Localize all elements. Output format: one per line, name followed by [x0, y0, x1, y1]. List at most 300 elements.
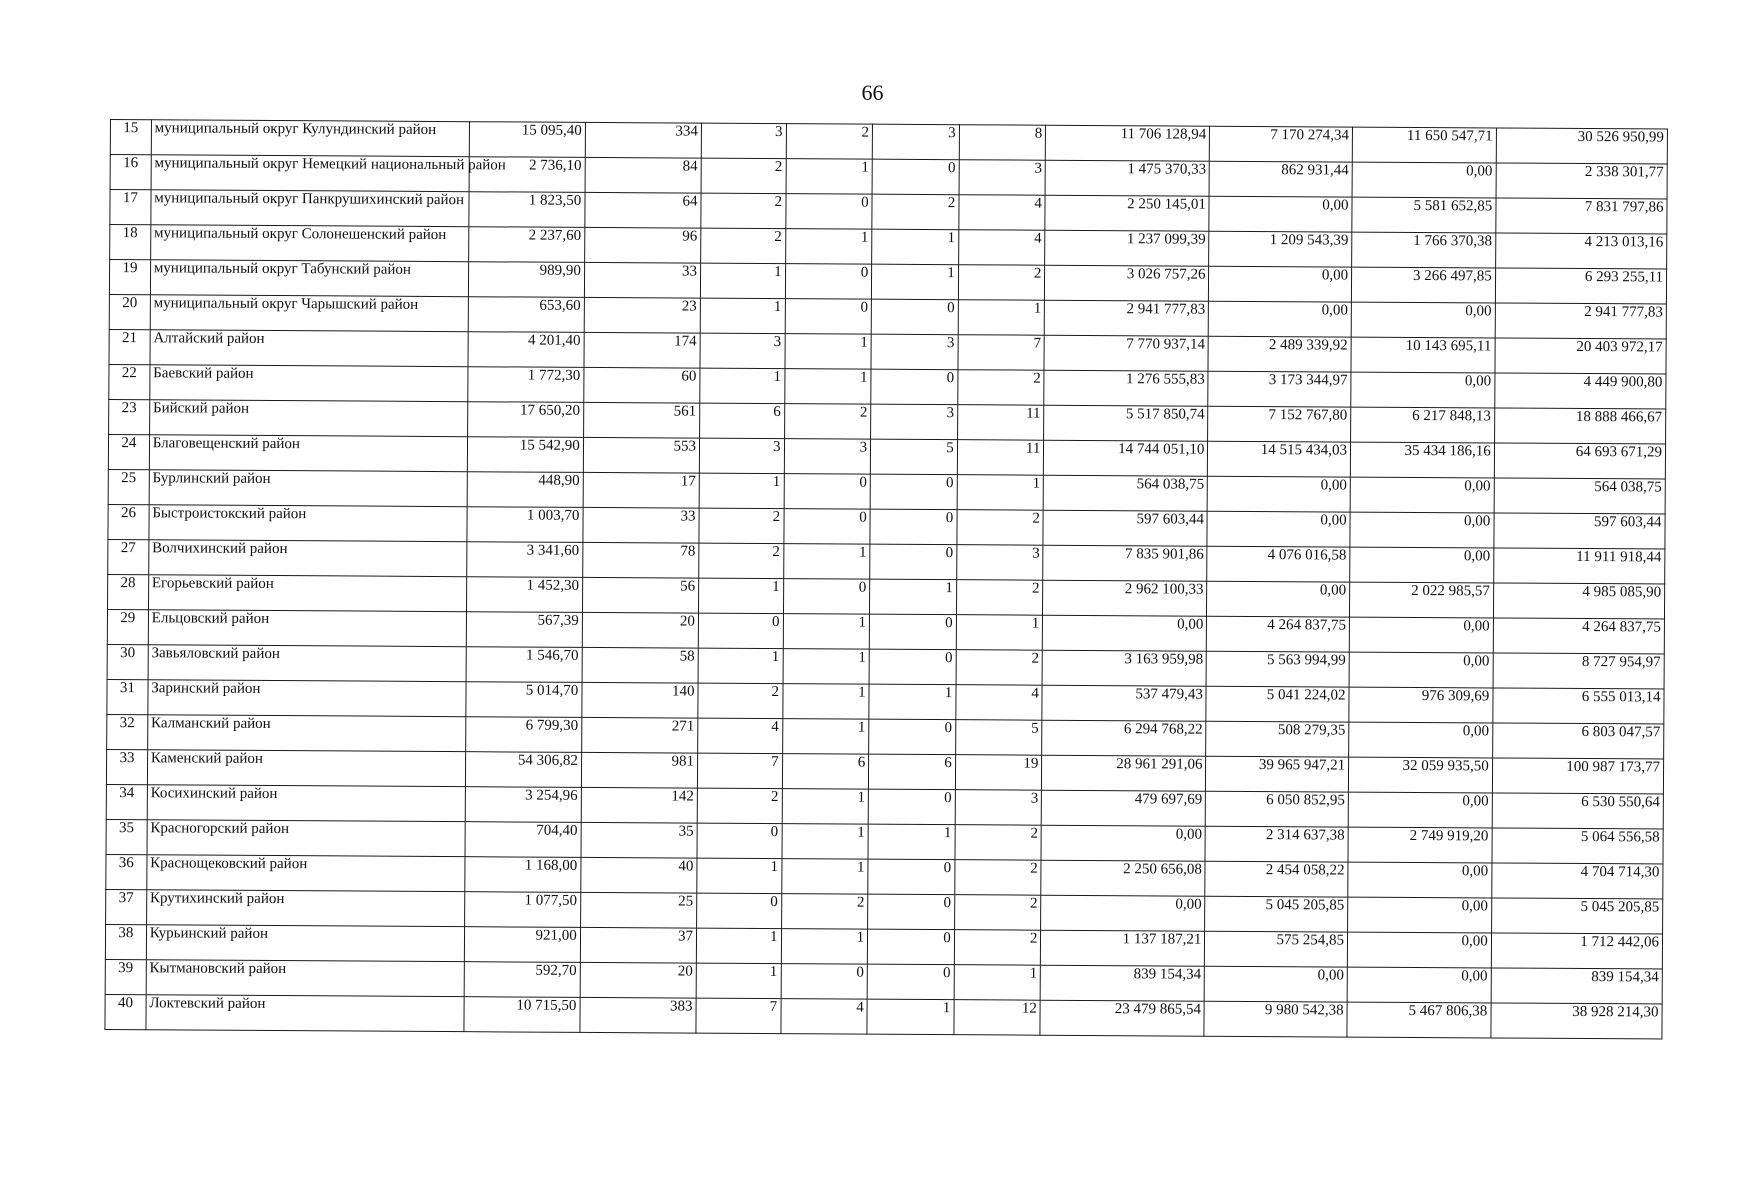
sum-total: 6 293 255,11: [1495, 268, 1666, 304]
municipality-name: Быстроистокский район: [149, 505, 467, 542]
area-value: 567,39: [466, 612, 582, 648]
sum-2: 4 076 016,58: [1207, 546, 1350, 582]
page-number: 66: [861, 80, 884, 105]
row-number: 34: [106, 784, 147, 819]
row-number: 19: [109, 260, 150, 295]
count-2: 1: [786, 159, 873, 195]
count-1: 2: [701, 228, 786, 264]
sum-total: 5 045 205,85: [1491, 898, 1662, 934]
row-number: 15: [110, 120, 151, 155]
sum-total: 1 712 442,06: [1491, 933, 1662, 969]
sum-1: 3 026 757,26: [1045, 265, 1209, 301]
count-2: 0: [785, 264, 872, 300]
count-2: 0: [783, 509, 870, 545]
row-number: 30: [107, 644, 148, 679]
population-value: 553: [583, 437, 699, 473]
area-value: 15 542,90: [467, 437, 583, 473]
municipality-name: Курьинский район: [146, 925, 464, 962]
municipality-name: Волчихинский район: [148, 540, 466, 577]
municipality-name: Крутихинский район: [146, 890, 464, 927]
count-3: 3: [871, 404, 958, 440]
population-value: 20: [582, 612, 698, 648]
population-value: 37: [580, 927, 696, 963]
count-2: 0: [783, 579, 870, 615]
municipality-name: Кытмановский район: [146, 960, 464, 997]
count-1: 2: [697, 788, 782, 824]
sum-1: 2 250 145,01: [1045, 195, 1209, 231]
area-value: 6 799,30: [465, 717, 581, 753]
sum-2: 2 489 339,92: [1208, 336, 1351, 372]
row-number: 38: [105, 924, 146, 959]
count-2: 2: [784, 404, 871, 440]
population-value: 96: [584, 227, 700, 263]
count-2: 0: [781, 964, 868, 1000]
sum-3: 976 309,69: [1349, 687, 1493, 723]
sum-2: 5 045 205,85: [1205, 896, 1348, 932]
count-3: 0: [872, 159, 959, 195]
area-value: 10 715,50: [464, 997, 580, 1033]
area-value: 1 168,00: [464, 857, 580, 893]
count-2: 0: [785, 194, 872, 230]
count-total: 7: [958, 335, 1045, 371]
count-3: 0: [869, 614, 956, 650]
area-value: 704,40: [465, 822, 581, 858]
count-total: 2: [956, 580, 1043, 616]
area-value: 1 452,30: [466, 577, 582, 613]
sum-total: 6 555 013,14: [1493, 688, 1664, 724]
sum-1: 479 697,69: [1042, 790, 1206, 826]
area-value: 17 650,20: [467, 402, 583, 438]
count-3: 0: [868, 859, 955, 895]
count-3: 3: [872, 124, 959, 160]
sum-3: 10 143 695,11: [1351, 337, 1495, 373]
sum-2: 0,00: [1205, 966, 1348, 1002]
count-3: 1: [872, 264, 959, 300]
sum-1: 7 770 937,14: [1044, 335, 1208, 371]
row-number: 16: [110, 155, 151, 190]
sum-2: 7 152 767,80: [1208, 406, 1351, 442]
population-value: 561: [583, 402, 699, 438]
count-1: 2: [699, 508, 784, 544]
sum-3: 11 650 547,71: [1352, 127, 1496, 163]
count-1: 3: [701, 123, 786, 159]
sum-1: 0,00: [1041, 895, 1205, 931]
sum-2: 5 041 224,02: [1206, 686, 1349, 722]
sum-1: 2 941 777,83: [1045, 300, 1209, 336]
area-value: 1 003,70: [467, 507, 583, 543]
sum-1: 3 163 959,98: [1042, 650, 1206, 686]
population-value: 334: [585, 122, 701, 158]
area-value: 1 546,70: [466, 647, 582, 683]
sum-1: 839 154,34: [1040, 965, 1204, 1001]
area-value: 3 341,60: [466, 542, 582, 578]
count-1: 3: [700, 333, 785, 369]
count-total: 8: [959, 125, 1046, 161]
row-number: 35: [106, 819, 147, 854]
count-1: 7: [697, 753, 782, 789]
population-value: 17: [583, 472, 699, 508]
population-value: 271: [581, 717, 697, 753]
sum-1: 1 276 555,83: [1044, 370, 1208, 406]
municipality-name: муниципальный округ Кулундинский район: [151, 120, 469, 157]
sum-1: 1 137 187,21: [1041, 930, 1205, 966]
area-value: 989,90: [468, 262, 584, 298]
municipality-name: Красногорский район: [147, 820, 465, 857]
count-3: 0: [871, 299, 958, 335]
count-1: 3: [699, 438, 784, 474]
count-1: 0: [697, 893, 782, 929]
area-value: 1 772,30: [467, 367, 583, 403]
population-value: 60: [584, 367, 700, 403]
count-2: 0: [785, 299, 872, 335]
municipality-name: муниципальный округ Немецкий национальный район: [151, 155, 469, 192]
count-1: 2: [699, 543, 784, 579]
count-3: 0: [867, 929, 954, 965]
count-1: 2: [698, 683, 783, 719]
row-number: 20: [109, 294, 150, 329]
population-value: 84: [585, 157, 701, 193]
count-3: 1: [872, 229, 959, 265]
count-2: 1: [781, 929, 868, 965]
population-value: 58: [582, 647, 698, 683]
area-value: 2 736,10: [469, 157, 585, 193]
municipality-name: Калманский район: [147, 715, 465, 752]
count-3: 0: [869, 649, 956, 685]
row-number: 26: [108, 504, 149, 539]
population-value: 35: [581, 822, 697, 858]
count-1: 1: [699, 473, 784, 509]
row-number: 21: [109, 329, 150, 364]
sum-2: 575 254,85: [1205, 931, 1348, 967]
sum-total: 30 526 950,99: [1496, 128, 1667, 164]
sum-1: 564 038,75: [1043, 475, 1207, 511]
count-2: 1: [782, 824, 869, 860]
population-value: 23: [584, 297, 700, 333]
row-number: 27: [108, 539, 149, 574]
sum-1: 11 706 128,94: [1046, 125, 1210, 161]
sum-1: 2 250 656,08: [1041, 860, 1205, 896]
sum-3: 1 766 370,38: [1352, 232, 1496, 268]
population-value: 56: [582, 577, 698, 613]
sum-3: 0,00: [1348, 897, 1492, 933]
municipality-name: Локтевский район: [146, 995, 464, 1032]
municipality-name: Ельцовский район: [148, 610, 466, 647]
sum-total: 6 803 047,57: [1492, 723, 1663, 759]
count-3: 0: [870, 509, 957, 545]
count-2: 1: [784, 369, 871, 405]
row-number: 29: [107, 609, 148, 644]
sum-3: 0,00: [1350, 547, 1494, 583]
sum-total: 4 213 013,16: [1495, 233, 1666, 269]
count-3: 1: [868, 824, 955, 860]
row-number: 37: [106, 889, 147, 924]
area-value: 15 095,40: [469, 122, 585, 158]
population-value: 140: [582, 682, 698, 718]
row-number: 32: [107, 714, 148, 749]
municipality-name: Косихинский район: [147, 785, 465, 822]
sum-3: 0,00: [1348, 792, 1492, 828]
table-body: [105, 120, 1668, 1039]
row-number: 17: [110, 190, 151, 225]
population-value: 20: [580, 962, 696, 998]
population-value: 174: [584, 332, 700, 368]
sum-1: 1 237 099,39: [1045, 230, 1209, 266]
population-value: 64: [585, 192, 701, 228]
sum-1: 1 475 370,33: [1045, 160, 1209, 196]
population-value: 981: [581, 752, 697, 788]
sum-1: 28 961 291,06: [1042, 755, 1206, 791]
sum-3: 0,00: [1348, 862, 1492, 898]
row-number: 36: [106, 854, 147, 889]
count-2: 1: [781, 859, 868, 895]
row-number: 22: [109, 364, 150, 399]
sum-2: 39 965 947,21: [1206, 756, 1349, 792]
area-value: 921,00: [464, 927, 580, 963]
sum-total: 100 987 173,77: [1492, 758, 1663, 794]
municipality-name: Заринский район: [148, 680, 466, 717]
sum-2: 1 209 543,39: [1209, 231, 1352, 267]
count-total: 2: [957, 510, 1044, 546]
count-1: 1: [700, 298, 785, 334]
count-3: 1: [870, 579, 957, 615]
count-total: 19: [955, 755, 1042, 791]
municipality-name: муниципальный округ Солонешенский район: [150, 225, 468, 262]
sum-3: 0,00: [1349, 617, 1493, 653]
count-1: 1: [696, 963, 781, 999]
municipality-name: Егорьевский район: [148, 575, 466, 612]
municipality-name: Бийский район: [149, 400, 467, 437]
sum-total: 38 928 214,30: [1491, 1003, 1662, 1039]
sum-total: 4 704 714,30: [1492, 863, 1663, 899]
sum-3: 6 217 848,13: [1351, 407, 1495, 443]
count-2: 6: [782, 754, 869, 790]
count-1: 0: [697, 823, 782, 859]
row-number: 31: [107, 679, 148, 714]
sum-2: 4 264 837,75: [1207, 616, 1350, 652]
sum-1: 0,00: [1041, 825, 1205, 861]
count-1: 2: [701, 193, 786, 229]
count-total: 1: [954, 965, 1041, 1001]
municipality-name: муниципальный округ Чарышский район: [150, 295, 468, 332]
population-value: 33: [584, 262, 700, 298]
count-2: 1: [782, 719, 869, 755]
sum-2: 0,00: [1209, 196, 1352, 232]
sum-2: 9 980 542,38: [1204, 1001, 1347, 1037]
count-3: 0: [870, 544, 957, 580]
count-3: 0: [870, 474, 957, 510]
sum-2: 0,00: [1209, 301, 1352, 337]
sum-3: 0,00: [1349, 722, 1493, 758]
sum-2: 862 931,44: [1209, 161, 1352, 197]
row-number: 25: [108, 469, 149, 504]
count-total: 2: [955, 860, 1042, 896]
count-3: 0: [867, 964, 954, 1000]
count-total: 3: [959, 160, 1046, 196]
sum-3: 0,00: [1352, 162, 1496, 198]
area-value: 54 306,82: [465, 752, 581, 788]
sum-3: 0,00: [1350, 477, 1494, 513]
count-3: 0: [868, 894, 955, 930]
count-total: 4: [958, 230, 1045, 266]
count-total: 2: [954, 895, 1041, 931]
table-container: [104, 119, 1668, 1040]
count-1: 1: [698, 578, 783, 614]
sum-total: 2 941 777,83: [1495, 303, 1666, 339]
count-total: 12: [954, 1000, 1041, 1036]
count-2: 3: [784, 439, 871, 475]
count-total: 1: [958, 300, 1045, 336]
sum-2: 0,00: [1207, 511, 1350, 547]
count-1: 0: [698, 613, 783, 649]
count-1: 1: [697, 858, 782, 894]
sum-total: 6 530 550,64: [1492, 793, 1663, 829]
row-number: 39: [105, 959, 146, 994]
sum-2: 5 563 994,99: [1206, 651, 1349, 687]
count-3: 5: [870, 439, 957, 475]
sum-1: 0,00: [1043, 615, 1207, 651]
sum-3: 0,00: [1347, 932, 1491, 968]
municipality-name: Баевский район: [150, 365, 468, 402]
population-value: 78: [583, 542, 699, 578]
sum-3: 3 266 497,85: [1351, 267, 1495, 303]
row-number: 28: [108, 574, 149, 609]
count-3: 0: [869, 719, 956, 755]
sum-total: 4 449 900,80: [1494, 373, 1665, 409]
count-3: 3: [871, 334, 958, 370]
area-value: 448,90: [467, 472, 583, 508]
sum-1: 7 835 901,86: [1043, 545, 1207, 581]
sum-total: 7 831 797,86: [1496, 198, 1667, 234]
count-total: 5: [955, 720, 1042, 756]
sum-3: 5 467 806,38: [1347, 1002, 1491, 1038]
area-value: 3 254,96: [465, 787, 581, 823]
count-1: 1: [700, 263, 785, 299]
sum-total: 4 985 085,90: [1493, 583, 1664, 619]
sum-1: 6 294 768,22: [1042, 720, 1206, 756]
count-total: 2: [955, 825, 1042, 861]
area-value: 1 823,50: [469, 192, 585, 228]
sum-total: 8 727 954,97: [1493, 653, 1664, 689]
sum-3: 0,00: [1349, 652, 1493, 688]
count-2: 1: [783, 614, 870, 650]
sum-2: 2 314 637,38: [1205, 826, 1348, 862]
sum-2: 508 279,35: [1206, 721, 1349, 757]
sum-total: 5 064 556,58: [1492, 828, 1663, 864]
municipality-name: Алтайский район: [150, 330, 468, 367]
sum-3: 5 581 652,85: [1352, 197, 1496, 233]
count-1: 6: [700, 403, 785, 439]
sum-2: 14 515 434,03: [1208, 441, 1351, 477]
sum-1: 14 744 051,10: [1044, 440, 1208, 476]
sum-1: 537 479,43: [1042, 685, 1206, 721]
count-2: 1: [783, 544, 870, 580]
count-total: 11: [957, 440, 1044, 476]
count-3: 1: [867, 999, 954, 1035]
count-total: 3: [955, 790, 1042, 826]
municipality-name: Каменский район: [147, 750, 465, 787]
area-value: 2 237,60: [468, 227, 584, 263]
sum-3: 0,00: [1351, 372, 1495, 408]
count-total: 4: [959, 195, 1046, 231]
sum-total: 597 603,44: [1494, 513, 1665, 549]
row-number: 23: [109, 399, 150, 434]
count-total: 2: [954, 930, 1041, 966]
sum-3: 2 022 985,57: [1350, 582, 1494, 618]
count-3: 2: [872, 194, 959, 230]
count-2: 1: [783, 649, 870, 685]
count-total: 2: [958, 370, 1045, 406]
count-3: 6: [869, 754, 956, 790]
sum-2: 0,00: [1209, 266, 1352, 302]
count-total: 1: [956, 615, 1043, 651]
population-value: 142: [581, 787, 697, 823]
row-number: 33: [106, 749, 147, 784]
count-1: 1: [698, 648, 783, 684]
sum-2: 2 454 058,22: [1205, 861, 1348, 897]
count-3: 1: [869, 684, 956, 720]
sum-2: 7 170 274,34: [1210, 126, 1353, 162]
sum-3: 35 434 186,16: [1350, 442, 1494, 478]
sum-3: 0,00: [1350, 512, 1494, 548]
sum-total: 18 888 466,67: [1494, 408, 1665, 444]
sum-total: 564 038,75: [1494, 478, 1665, 514]
area-value: 5 014,70: [466, 682, 582, 718]
count-2: 1: [785, 229, 872, 265]
municipality-name: Завьяловский район: [148, 645, 466, 682]
sum-2: 0,00: [1208, 476, 1351, 512]
count-total: 2: [958, 265, 1045, 301]
sum-total: 11 911 918,44: [1493, 548, 1664, 584]
count-total: 3: [956, 545, 1043, 581]
municipality-name: муниципальный округ Табунский район: [150, 260, 468, 297]
count-1: 1: [696, 928, 781, 964]
municipality-name: муниципальный округ Панкрушихинский район: [151, 190, 469, 227]
sum-1: 23 479 865,54: [1040, 1000, 1204, 1036]
count-2: 2: [786, 124, 873, 160]
sum-total: 2 338 301,77: [1496, 163, 1667, 199]
population-value: 25: [580, 892, 696, 928]
municipality-name: Благовещенский район: [149, 435, 467, 472]
data-table: [104, 119, 1668, 1040]
sum-1: 2 962 100,33: [1043, 580, 1207, 616]
row-number: 24: [108, 434, 149, 469]
count-total: 11: [957, 405, 1044, 441]
area-value: 1 077,50: [464, 892, 580, 928]
sum-2: 0,00: [1207, 581, 1350, 617]
count-1: 2: [701, 158, 786, 194]
sum-3: 32 059 935,50: [1348, 757, 1492, 793]
sum-3: 0,00: [1347, 967, 1491, 1003]
count-2: 4: [780, 999, 867, 1035]
count-2: 1: [785, 334, 872, 370]
row-number: 40: [105, 994, 146, 1029]
count-total: 2: [956, 650, 1043, 686]
row-number: 18: [110, 225, 151, 260]
count-2: 1: [782, 684, 869, 720]
count-1: 4: [698, 718, 783, 754]
count-2: 1: [782, 789, 869, 825]
sum-3: 0,00: [1351, 302, 1495, 338]
population-value: 40: [581, 857, 697, 893]
sum-total: 4 264 837,75: [1493, 618, 1664, 654]
population-value: 33: [583, 507, 699, 543]
sum-total: 20 403 972,17: [1495, 338, 1666, 374]
population-value: 383: [580, 997, 696, 1033]
count-2: 2: [781, 894, 868, 930]
count-1: 1: [700, 368, 785, 404]
sum-1: 5 517 850,74: [1044, 405, 1208, 441]
sum-2: 3 173 344,97: [1208, 371, 1351, 407]
